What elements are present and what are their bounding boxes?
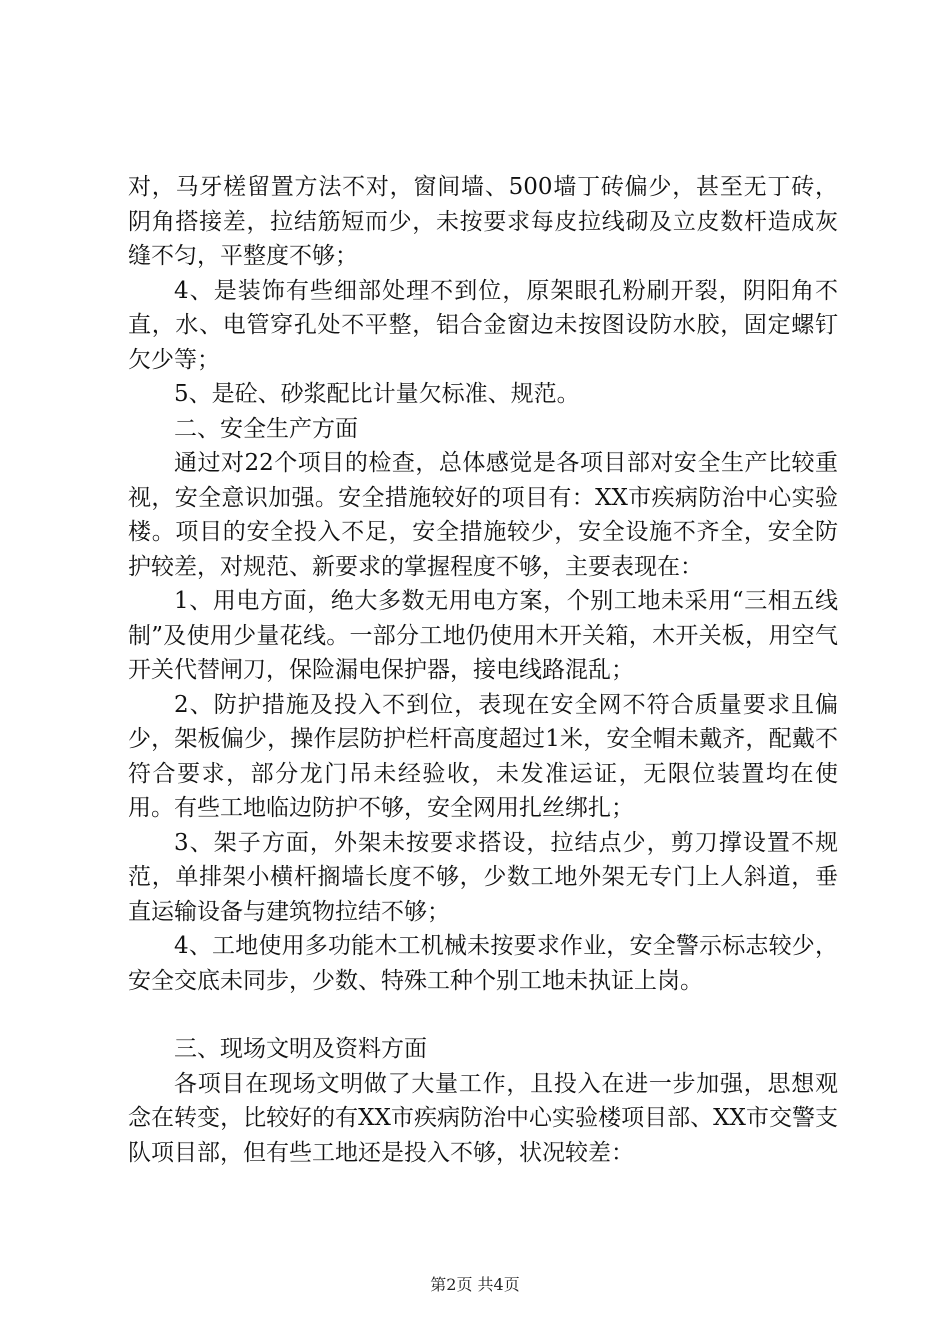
- body-text: [128, 170, 838, 1170]
- paragraph-safety-item-4: 4、工地使用多功能木工机械未按要求作业，安全警示标志较少，安全交底未同步，少数、特殊工种个别工地未执证上岗。: [128, 933, 838, 994]
- paragraph-safety-item-3: 3、架子方面，外架未按要求搭设，拉结点少，剪刀撑设置不规范，单排架小横杆搁墙长度不够，少数工地外架无专门上人斜道，垂直运输设备与建筑物拉结不够；: [128, 829, 838, 925]
- paragraph-site-civilization: 各项目在现场文明做了大量工作，且投入在进一步加强，思想观念在转变，比较好的有XX市疾病防治中心实验楼项目部、XX市交警支队项目部，但有些工地还是投入不够，状况较差：: [128, 1070, 838, 1166]
- paragraph-safety-item-1: 1、用电方面，绝大多数无用电方案，个别工地未采用“三相五线制”及使用少量花线。一部分工地仍使用木开关箱，木开关板，用空气开关代替闸刀，保险漏电保护器，接电线路混乱；: [128, 588, 838, 683]
- paragraph-safety-item-2: 2、防护措施及投入不到位，表现在安全网不符合质量要求且偏少，架板偏少，操作层防护栏杆高度超过1米，安全帽未戴齐，配戴不符合要求，部分龙门吊未经验收，未发准运证，无限位装置均在使用。有些工地临边防护不够，安全网用扎丝绑扎；: [128, 691, 838, 821]
- section-heading-site-civilization: 三、现场文明及资料方面: [174, 1036, 427, 1062]
- paragraph-continuation: 对，马牙槎留置方法不对，窗间墙、500墙丁砖偏少，甚至无丁砖，阴角搭接差，拉结筋短而少，未按要求每皮拉线砌及立皮数杆造成灰缝不匀，平整度不够；: [128, 174, 838, 269]
- page-number-footer: 第2页 共4页: [430, 1275, 520, 1294]
- paragraph-safety-summary: 通过对22个项目的检查，总体感觉是各项目部对安全生产比较重视，安全意识加强。安全措施较好的项目有：XX市疾病防治中心实验楼。项目的安全投入不足，安全措施较少，安全设施不齐全，安全防护较差，对规范、新要求的掌握程度不够，主要表现在：: [128, 450, 838, 580]
- paragraph-item-4-decoration: 4、是装饰有些细部处理不到位，原架眼孔粉刷开裂，阴阳角不直，水、电管穿孔处不平整，铝合金窗边未按图设防水胶，固定螺钉欠少等；: [128, 277, 838, 373]
- paragraph-item-5-mortar: 5、是砼、砂浆配比计量欠标准、规范。: [174, 381, 580, 407]
- section-heading-safety: 二、安全生产方面: [174, 415, 358, 442]
